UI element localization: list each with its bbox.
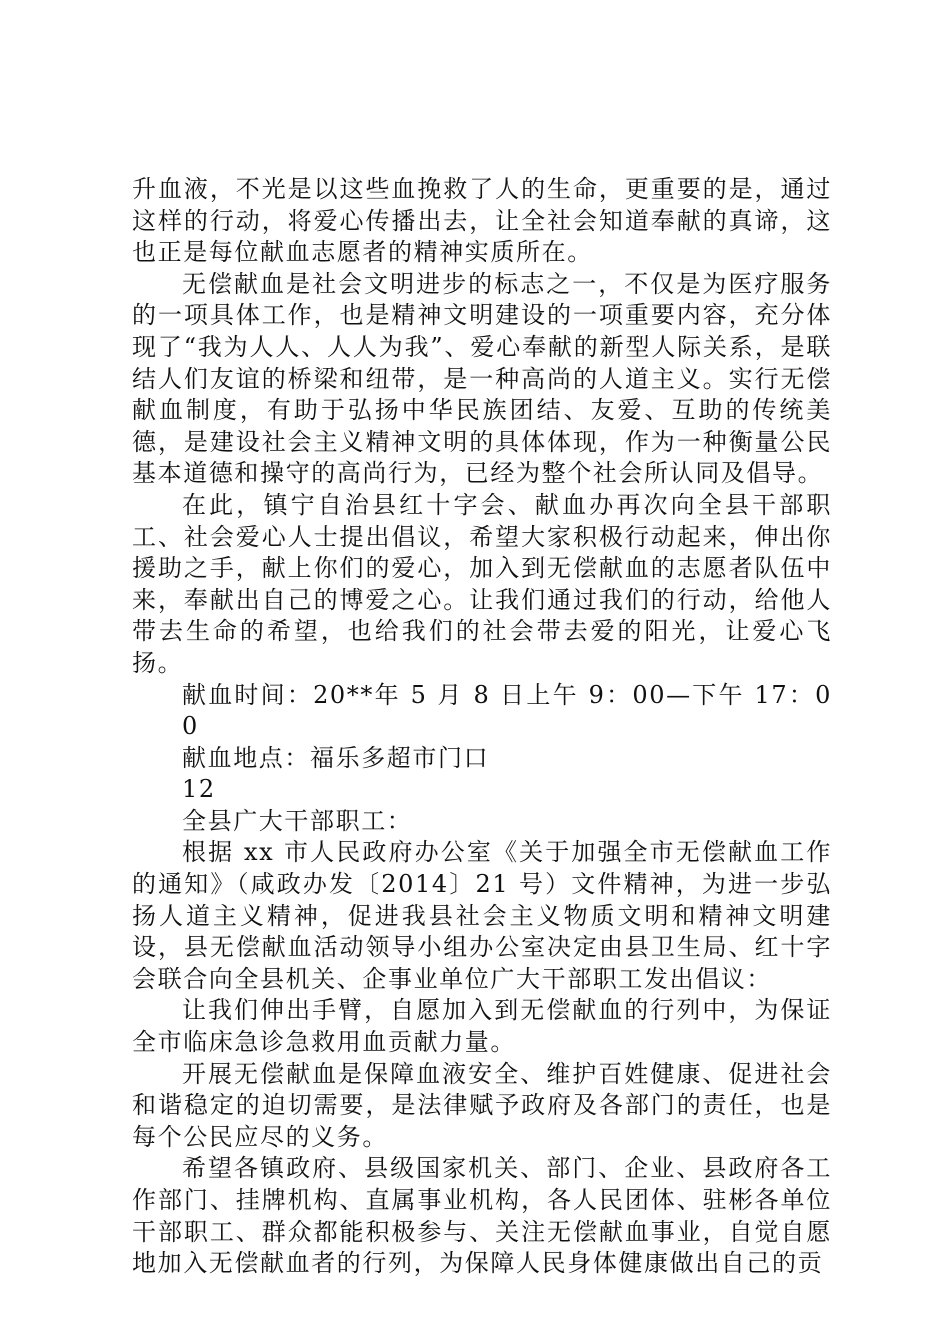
paragraph-continuation: 升血液，不光是以这些血挽救了人的生命，更重要的是，通过这样的行动，将爱心传播出去，让全社会知道奉献的真谛，这也正是每位献血志愿者的精神实质所在。 bbox=[132, 175, 832, 267]
section-number: 12 bbox=[182, 775, 216, 804]
paragraph-safety-duty: 开展无偿献血是保障血液安全、维护百姓健康、促进社会和谐稳定的迫切需要，是法律赋予政府及各部门的责任，也是每个公民应尽的义务。 bbox=[132, 1059, 832, 1151]
paragraph-extend-arm: 让我们伸出手臂，自愿加入到无偿献血的行列中，为保证全市临床急诊急救用血贡献力量。 bbox=[132, 996, 832, 1057]
donation-location: 献血地点：福乐多超市门口 bbox=[182, 743, 490, 772]
paragraph-notice-basis: 根据 xx 市人民政府办公室《关于加强全市无偿献血工作的通知》（咸政办发〔2014〕21 号）文件精神，为进一步弘扬人道主义精神，促进我县社会主义物质文明和精神文明建设，县无偿献血活动领导小组办公室决定由县卫生局、红十字会联合向全县机关、企事业单位广大干部职工发出倡议： bbox=[132, 838, 832, 993]
salutation: 全县广大干部职工： bbox=[182, 806, 413, 835]
paragraph-hope-participation: 希望各镇政府、县级国家机关、部门、企业、县政府各工作部门、挂牌机构、直属事业机构，各人民团体、驻彬各单位干部职工、群众都能积极参与、关注无偿献血事业，自觉自愿地加入无偿献血者的行列，为保障人民身体健康做出自己的贡 bbox=[132, 1154, 832, 1278]
paragraph-blood-donation-civilization: 无偿献血是社会文明进步的标志之一，不仅是为医疗服务的一项具体工作，也是精神文明建设的一项重要内容，充分体现了“我为人人、人人为我”、爱心奉献的新型人际关系，是联结人们友谊的桥梁和纽带，是一种高尚的人道主义。实行无偿献血制度，有助于弘扬中华民族团结、友爱、互助的传统美德，是建设社会主义精神文明的具体体现，作为一种衡量公民基本道德和操守的高尚行为，已经为整个社会所认同及倡导。 bbox=[132, 269, 832, 488]
paragraph-initiative-call: 在此，镇宁自治县红十字会、献血办再次向全县干部职工、社会爱心人士提出倡议，希望大家积极行动起来，伸出你援助之手，献上你们的爱心，加入到无偿献血的志愿者队伍中来，奉献出自己的博爱之心。让我们通过我们的行动，给他人带去生命的希望，也给我们的社会带去爱的阳光，让爱心飞扬。 bbox=[132, 490, 832, 677]
document-body bbox=[132, 174, 832, 1280]
donation-time: 献血时间：20**年 5 月 8 日上午 9：00—下午 17：00 bbox=[182, 680, 832, 741]
